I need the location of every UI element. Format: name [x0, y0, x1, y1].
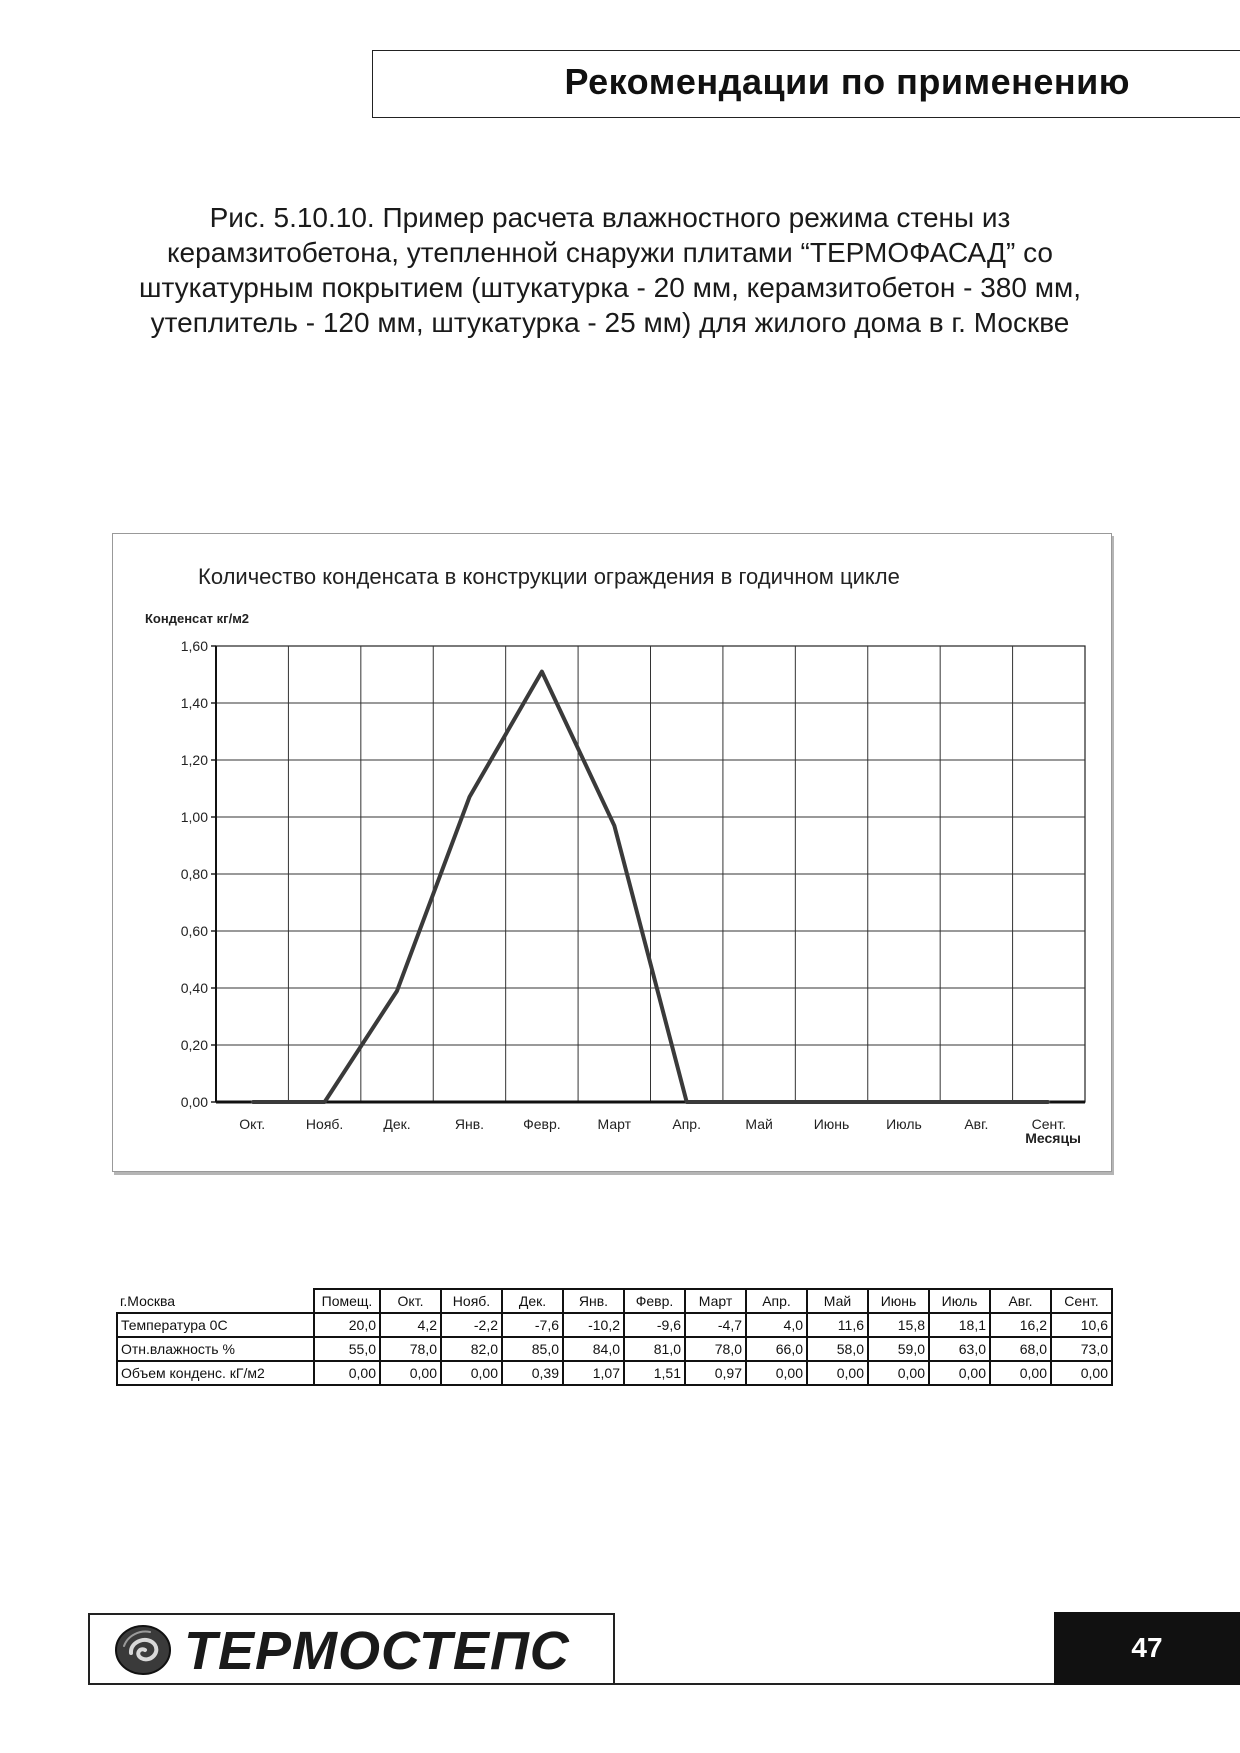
table-row-humidity	[117, 1337, 1112, 1361]
y-tick-label: 1,40	[180, 695, 208, 711]
x-tick-label: Окт.	[239, 1116, 266, 1132]
x-tick-label: Июль	[886, 1116, 922, 1132]
table-row-label: Температура 0С	[117, 1313, 314, 1337]
x-tick-label: Июнь	[813, 1116, 850, 1132]
table-cell: 0,00	[746, 1361, 807, 1385]
table-cell: 0,00	[441, 1361, 502, 1385]
x-tick-label: Нояб.	[305, 1116, 344, 1132]
y-tick-label: 0,00	[180, 1094, 208, 1110]
table-cell: 0,00	[990, 1361, 1051, 1385]
table-header-cell: Февр.	[624, 1289, 685, 1313]
table-cell: 0,39	[502, 1361, 563, 1385]
table-header-cell: Март	[685, 1289, 746, 1313]
table-cell: 0,00	[807, 1361, 868, 1385]
table-cell: 82,0	[441, 1337, 502, 1361]
table-row-label: Объем конденс. кГ/м2	[117, 1361, 314, 1385]
table-cell: 20,0	[314, 1313, 380, 1337]
table-cell: 0,00	[380, 1361, 441, 1385]
table-cell: 4,0	[746, 1313, 807, 1337]
y-tick-label: 1,00	[180, 809, 208, 825]
table-cell: 0,00	[929, 1361, 990, 1385]
data-point	[975, 1101, 978, 1104]
y-tick-label: 1,60	[180, 638, 208, 654]
table-header-cell: Дек.	[502, 1289, 563, 1313]
y-axis-label: Конденсат кг/м2	[145, 611, 250, 626]
condensate-chart	[113, 534, 1111, 1171]
table-cell: 55,0	[314, 1337, 380, 1361]
chart-title: Количество конденсата в конструкции ограждения в годичном цикле	[198, 564, 900, 589]
table-cell: 78,0	[380, 1337, 441, 1361]
table-cell: -10,2	[563, 1313, 624, 1337]
y-tick-label: 1,20	[180, 752, 208, 768]
table-cell: -7,6	[502, 1313, 563, 1337]
table-header-cell: Янв.	[563, 1289, 624, 1313]
table-cell: 81,0	[624, 1337, 685, 1361]
table-header-cell: Сент.	[1051, 1289, 1112, 1313]
y-tick-label: 0,20	[180, 1037, 208, 1053]
data-point	[758, 1101, 761, 1104]
caption-line: штукатурным покрытием (штукатурка - 20 мм, керамзитобетон - 380 мм,	[139, 272, 1081, 303]
data-point	[251, 1101, 254, 1104]
table-cell: 66,0	[746, 1337, 807, 1361]
table-cell: 0,00	[1051, 1361, 1112, 1385]
table-row-label: Отн.влажность %	[117, 1337, 314, 1361]
table-cell: -9,6	[624, 1313, 685, 1337]
figure-caption	[60, 200, 1160, 340]
x-tick-label: Янв.	[454, 1116, 485, 1132]
table-header-cell: Авг.	[990, 1289, 1051, 1313]
caption-line: керамзитобетона, утепленной снаружи плитами “ТЕРМОФАСАД” со	[166, 237, 1053, 268]
logo-wordmark: ТЕРМОСТЕПС	[184, 1621, 570, 1681]
table-cell: 16,2	[990, 1313, 1051, 1337]
data-point	[613, 824, 616, 827]
page-number: 47	[1131, 1632, 1163, 1663]
x-tick-label: Дек.	[383, 1116, 411, 1132]
table-cell: 68,0	[990, 1337, 1051, 1361]
data-point	[685, 1101, 688, 1104]
page-number-box	[1054, 1612, 1240, 1685]
table-header-cell: Апр.	[746, 1289, 807, 1313]
table-header-cell: Помещ.	[314, 1289, 380, 1313]
page-header	[372, 50, 1240, 118]
climate-data-table	[116, 1288, 1113, 1386]
table-cell: -2,2	[441, 1313, 502, 1337]
data-point	[540, 670, 543, 673]
y-tick-label: 0,80	[180, 866, 208, 882]
y-tick-label: 0,60	[180, 923, 208, 939]
data-point	[902, 1101, 905, 1104]
table-header-cell: Нояб.	[441, 1289, 502, 1313]
x-tick-label: Авг.	[964, 1116, 989, 1132]
x-tick-label: Март	[597, 1116, 632, 1132]
y-tick-label: 0,40	[180, 980, 208, 996]
data-point	[323, 1101, 326, 1104]
company-logo	[88, 1613, 615, 1685]
table-cell: 10,6	[1051, 1313, 1112, 1337]
data-point	[468, 796, 471, 799]
x-axis-label: Месяцы	[1025, 1130, 1081, 1146]
table-header-row	[117, 1289, 1112, 1313]
table-cell: 4,2	[380, 1313, 441, 1337]
table-cell: 11,6	[807, 1313, 868, 1337]
table-cell: 0,00	[868, 1361, 929, 1385]
table-row-condensate	[117, 1361, 1112, 1385]
table-header-cell: Июнь	[868, 1289, 929, 1313]
chart-frame	[112, 533, 1112, 1172]
table-cell: -4,7	[685, 1313, 746, 1337]
caption-line: Рис. 5.10.10. Пример расчета влажностного режима стены из	[209, 202, 1011, 233]
table-city-label: г.Москва	[120, 1292, 176, 1309]
data-point	[1047, 1101, 1050, 1104]
logo-swirl-icon	[114, 1623, 172, 1677]
table-cell: 84,0	[563, 1337, 624, 1361]
table-cell: 63,0	[929, 1337, 990, 1361]
table-header-cell: Окт.	[380, 1289, 441, 1313]
x-tick-label: Февр.	[523, 1116, 561, 1132]
table-cell: 59,0	[868, 1337, 929, 1361]
table-cell: 1,07	[563, 1361, 624, 1385]
data-point	[396, 989, 399, 992]
x-tick-label: Май	[745, 1116, 773, 1132]
table-cell: 15,8	[868, 1313, 929, 1337]
table-header-cell: Июль	[929, 1289, 990, 1313]
x-tick-label: Апр.	[672, 1116, 702, 1132]
page-header-title: Рекомендации по применению	[564, 61, 1130, 102]
table-cell: 73,0	[1051, 1337, 1112, 1361]
table-cell: 78,0	[685, 1337, 746, 1361]
table-cell: 0,97	[685, 1361, 746, 1385]
table-cell: 58,0	[807, 1337, 868, 1361]
table-row-temperature	[117, 1313, 1112, 1337]
caption-line: утеплитель - 120 мм, штукатурка - 25 мм) для жилого дома в г. Москве	[150, 307, 1070, 338]
data-point	[830, 1101, 833, 1104]
table-cell: 85,0	[502, 1337, 563, 1361]
table-header-cell: Май	[807, 1289, 868, 1313]
table-cell: 1,51	[624, 1361, 685, 1385]
table-cell: 0,00	[314, 1361, 380, 1385]
table-cell: 18,1	[929, 1313, 990, 1337]
x-tick-label: Сент.	[1031, 1116, 1066, 1132]
